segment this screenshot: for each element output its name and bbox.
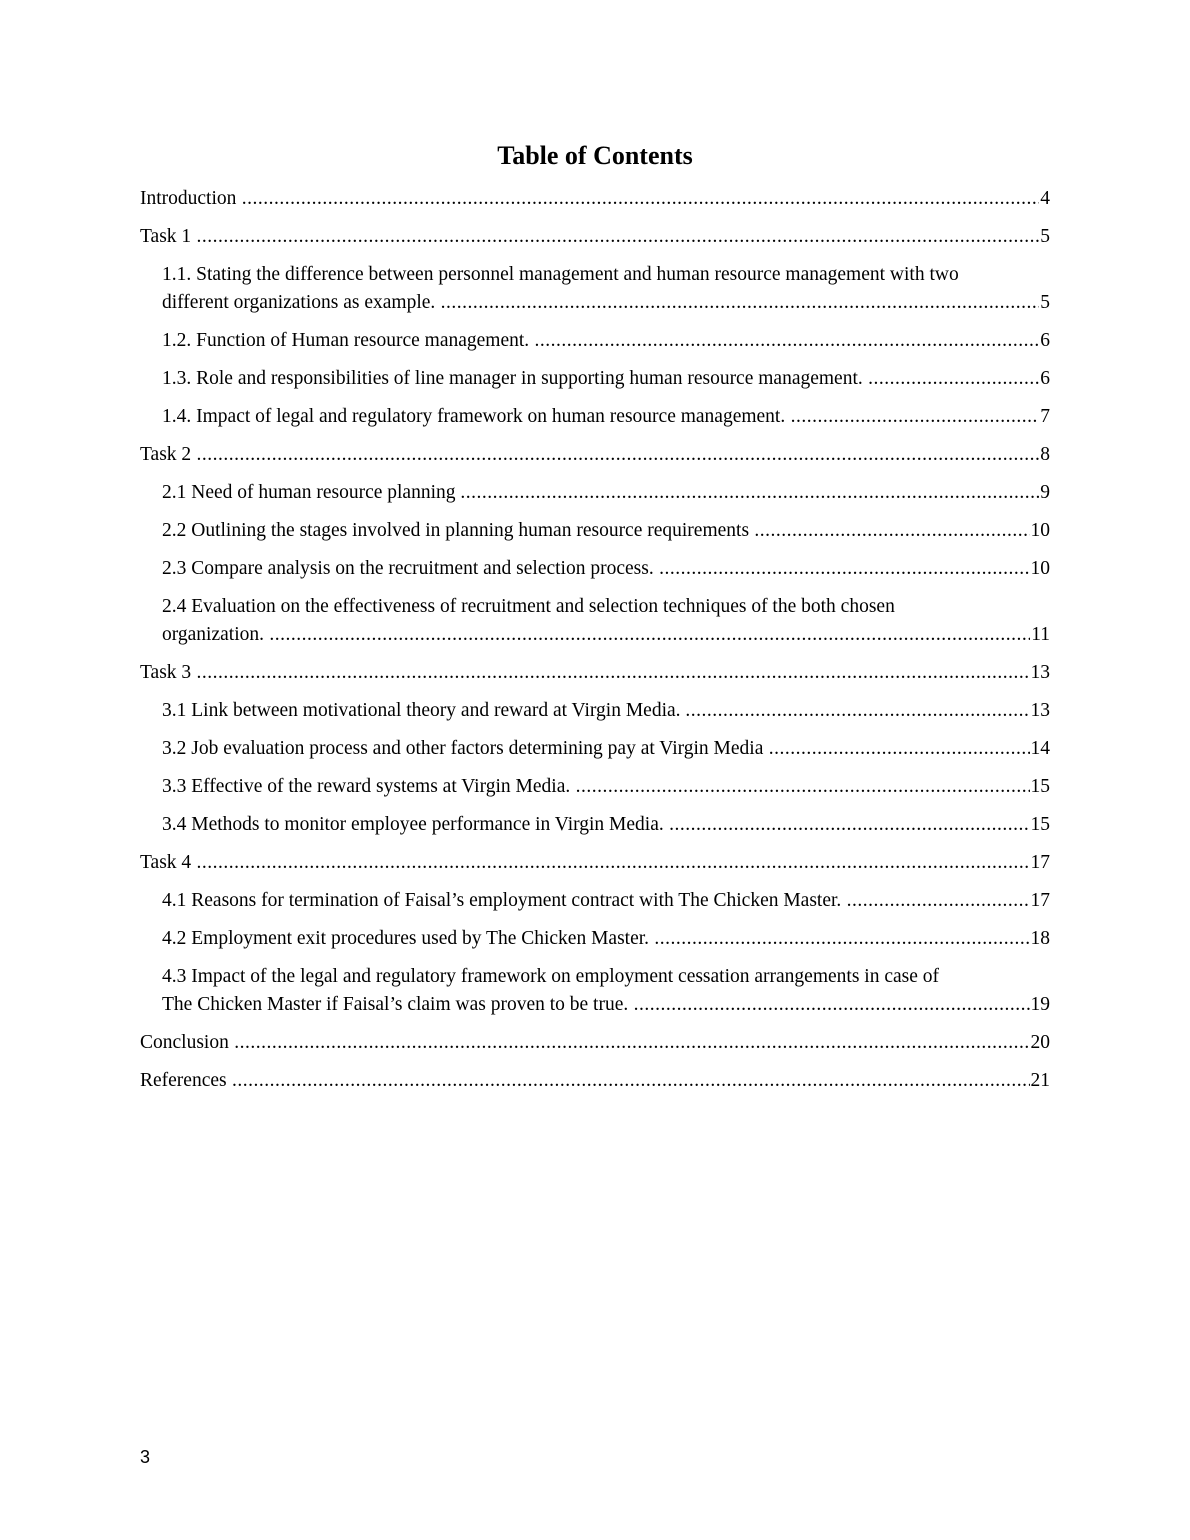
toc-entry-text: Task 4 .....: [140, 849, 1050, 877]
toc-entry-text: 3.3 Effective of the reward systems at Virgin Media. .....: [162, 773, 1050, 801]
toc-entry-2-2[interactable]: [140, 517, 1050, 545]
toc-entry-page: 8: [1039, 441, 1050, 469]
toc-entry-text: Task 1 .....: [140, 223, 1050, 251]
page-number: 3: [140, 1447, 151, 1467]
toc-entry-2-1[interactable]: [140, 479, 1050, 507]
toc-entry-references[interactable]: [140, 1067, 1050, 1095]
toc-entry-text: Task 3 .....: [140, 659, 1050, 687]
toc-entry-1-2[interactable]: [140, 327, 1050, 355]
toc-entry-page: 5: [1039, 289, 1050, 317]
toc-entry-4-2[interactable]: [140, 925, 1050, 953]
toc-entry-text: 1.4. Impact of legal and regulatory framework on human resource management. .....: [162, 403, 1050, 431]
toc-entry-3-4[interactable]: [140, 811, 1050, 839]
toc-entry-page: 21: [1030, 1067, 1051, 1095]
toc-entry-text: Conclusion .....: [140, 1029, 1050, 1057]
toc-entry-text: 1.3. Role and responsibilities of line manager in supporting human resource management. .....: [162, 365, 1050, 393]
toc-entry-page: 13: [1030, 697, 1051, 725]
toc-entry-text: 4.1 Reasons for termination of Faisal’s employment contract with The Chicken Master. .....: [162, 887, 1050, 915]
toc-entry-page: 6: [1039, 327, 1050, 355]
toc-entry-3-1[interactable]: [140, 697, 1050, 725]
toc-entry-page: 5: [1039, 223, 1050, 251]
toc-entry-text: 3.2 Job evaluation process and other factors determining pay at Virgin Media .....: [162, 735, 1050, 763]
toc-entry-3-3[interactable]: [140, 773, 1050, 801]
toc-entry-text: different organizations as example. .....: [162, 289, 1050, 317]
toc-entry-introduction[interactable]: [140, 185, 1050, 213]
toc-entry-page: 13: [1030, 659, 1051, 687]
toc-entry-page: 14: [1030, 735, 1051, 763]
toc-entry-task-4[interactable]: [140, 849, 1050, 877]
toc-entry-page: 7: [1039, 403, 1050, 431]
toc-entry-page: 20: [1030, 1029, 1051, 1057]
toc-entry-page: 15: [1030, 811, 1051, 839]
toc-entry-text: 3.4 Methods to monitor employee performance in Virgin Media. .....: [162, 811, 1050, 839]
toc-entry-page: 18: [1030, 925, 1051, 953]
toc-entry-task-3[interactable]: [140, 659, 1050, 687]
toc-entry-page: 11: [1030, 621, 1050, 649]
toc-entry-page: 17: [1030, 887, 1051, 915]
toc-entry-text: The Chicken Master if Faisal’s claim was proven to be true. .....: [162, 991, 1050, 1019]
toc-entry-3-2[interactable]: [140, 735, 1050, 763]
toc-entry-page: 10: [1030, 555, 1051, 583]
toc-entry-2-4[interactable]: [140, 593, 1050, 649]
toc-entry-2-3[interactable]: [140, 555, 1050, 583]
toc-entry-text: 2.1 Need of human resource planning .....: [162, 479, 1050, 507]
toc-entry-text-line1: 2.4 Evaluation on the effectiveness of recruitment and selection techniques of the both chosen: [162, 596, 895, 617]
toc-entry-conclusion[interactable]: [140, 1029, 1050, 1057]
toc-entry-1-3[interactable]: [140, 365, 1050, 393]
toc-entry-1-1[interactable]: [140, 261, 1050, 317]
toc-entry-1-4[interactable]: [140, 403, 1050, 431]
table-of-contents: [140, 185, 1050, 1105]
toc-entry-text: 1.2. Function of Human resource management. .....: [162, 327, 1050, 355]
toc-entry-4-1[interactable]: [140, 887, 1050, 915]
toc-entry-text: 3.1 Link between motivational theory and reward at Virgin Media. .....: [162, 697, 1050, 725]
toc-entry-text: 2.2 Outlining the stages involved in planning human resource requirements .....: [162, 517, 1050, 545]
toc-entry-text: 4.2 Employment exit procedures used by The Chicken Master. .....: [162, 925, 1050, 953]
toc-entry-task-1[interactable]: [140, 223, 1050, 251]
toc-entry-page: 4: [1039, 185, 1050, 213]
toc-entry-text: organization. .....: [162, 621, 1050, 649]
toc-title: Table of Contents: [497, 141, 693, 170]
toc-entry-page: 9: [1039, 479, 1050, 507]
toc-entry-4-3[interactable]: [140, 963, 1050, 1019]
toc-entry-task-2[interactable]: [140, 441, 1050, 469]
toc-entry-page: 17: [1030, 849, 1051, 877]
toc-entry-text: Task 2 .....: [140, 441, 1050, 469]
toc-entry-text-line1: 4.3 Impact of the legal and regulatory framework on employment cessation arrangements in case of: [162, 966, 940, 987]
toc-entry-text: Introduction .....: [140, 185, 1050, 213]
toc-entry-page: 15: [1030, 773, 1051, 801]
toc-entry-text: References .....: [140, 1067, 1050, 1095]
toc-entry-page: 19: [1030, 991, 1051, 1019]
toc-entry-text: 2.3 Compare analysis on the recruitment and selection process. .....: [162, 555, 1050, 583]
toc-entry-page: 10: [1030, 517, 1051, 545]
toc-entry-text-line1: 1.1. Stating the difference between personnel management and human resource management with two: [162, 264, 959, 285]
toc-entry-page: 6: [1039, 365, 1050, 393]
